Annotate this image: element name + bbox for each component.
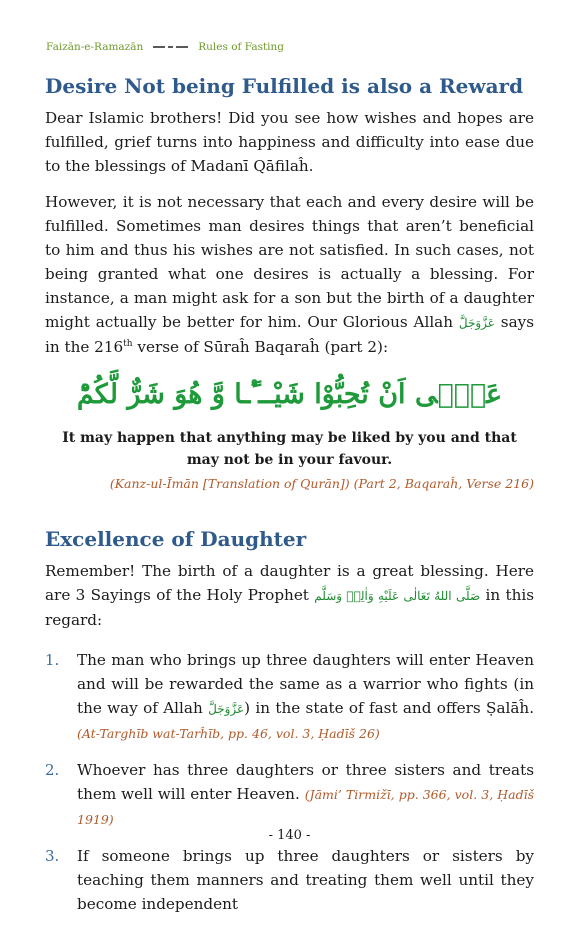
list-number: 3.: [45, 847, 60, 865]
ordinal-suffix: th: [123, 338, 133, 349]
verse-translation: It may happen that anything may be liked by you and that may not be in your favour.: [62, 430, 517, 468]
header-separator: [153, 46, 188, 48]
item-1-text-b: ) in the state of fast and offers Ṣalāĥ.: [244, 699, 535, 717]
honorific-prophet: صَلَّى اللهُ تَعَالٰى عَلَيْهِ وَاٰلِهٖ وَسَلَّم: [314, 589, 481, 603]
page-number: - 140 -: [268, 828, 311, 843]
section-heading-desire: Desire Not being Fulfilled is also a Reward: [45, 74, 524, 98]
paragraph-intro: [45, 559, 534, 632]
intro-text-a: Remember! The birth of a daughter is a great blessing. Here are 3 Sayings of the Holy Prophet: [45, 562, 534, 604]
sayings-list: [45, 648, 534, 916]
item-1-reference: (At-Targhīb wat-Tarĥīb, pp. 46, vol. 3, Ḥadīš 26): [77, 726, 380, 741]
list-item-text: [77, 758, 534, 832]
list-item-text: [77, 844, 534, 916]
item-2-text: Whoever has three daughters or three sisters and treats them well will enter Heaven.: [77, 761, 534, 803]
page-body: [45, 72, 534, 928]
item-3-text: If someone brings up three daughters or sisters by teaching them manners and treating them well until they become independent: [77, 847, 534, 913]
list-item: [45, 758, 534, 832]
list-item: [45, 844, 534, 916]
paragraph-2: [45, 190, 534, 359]
list-item-text: [77, 648, 534, 746]
paragraph-2-text-c: verse of Sūraĥ Baqaraĥ (part 2):: [137, 338, 389, 356]
item-1-text-a: The man who brings up three daughters will enter Heaven and will be rewarded the same as a warrior who fights (in the way of Allah: [77, 651, 534, 717]
book-title: Faizān-e-Ramazān: [46, 41, 144, 53]
list-number: 1.: [45, 651, 60, 669]
honorific-allah: عَزَّوَجَلَّ: [208, 702, 245, 716]
quran-verse-arabic: عَسٰۤى اَنْ تُحِبُّوْا شَیْــٴًـا وَّ هُوَ شَرٌّ لَّكُمْؕ: [76, 379, 503, 410]
list-item: [45, 648, 534, 746]
intro-text-b: in this regard:: [45, 586, 535, 629]
paragraph-1: Dear Islamic brothers! Did you see how wishes and hopes are fulfilled, grief turns into happiness and difficulty into ease due to the blessings of Madanī Qāfilaĥ.: [45, 109, 534, 175]
paragraph-2-text-a: However, it is not necessary that each and every desire will be fulfilled. Sometimes man desires things that aren’t beneficial to him and thus his wishes are not satisfied. In such cases, not being granted what one desires is actually a blessing. For instance, a man might ask for a son but the birth of a daughter might actually be better for him. Our Glorious Allah: [45, 193, 534, 331]
verse-reference: (Kanz-ul-Īmān [Translation of Qurān]) (Part 2, Baqaraĥ, Verse 216): [109, 476, 534, 491]
section-heading-daughter: Excellence of Daughter: [45, 527, 307, 551]
chapter-title: Rules of Fasting: [198, 41, 285, 53]
list-number: 2.: [45, 761, 60, 779]
paragraph-2-text-b: says in the 216: [45, 313, 535, 356]
item-2-reference: (Jāmi’ Tirmižī, pp. 366, vol. 3, Ḥadīš 1919): [77, 787, 534, 827]
honorific-allah: عَزَّوَجَلَّ: [458, 316, 495, 330]
running-header: [46, 40, 284, 54]
